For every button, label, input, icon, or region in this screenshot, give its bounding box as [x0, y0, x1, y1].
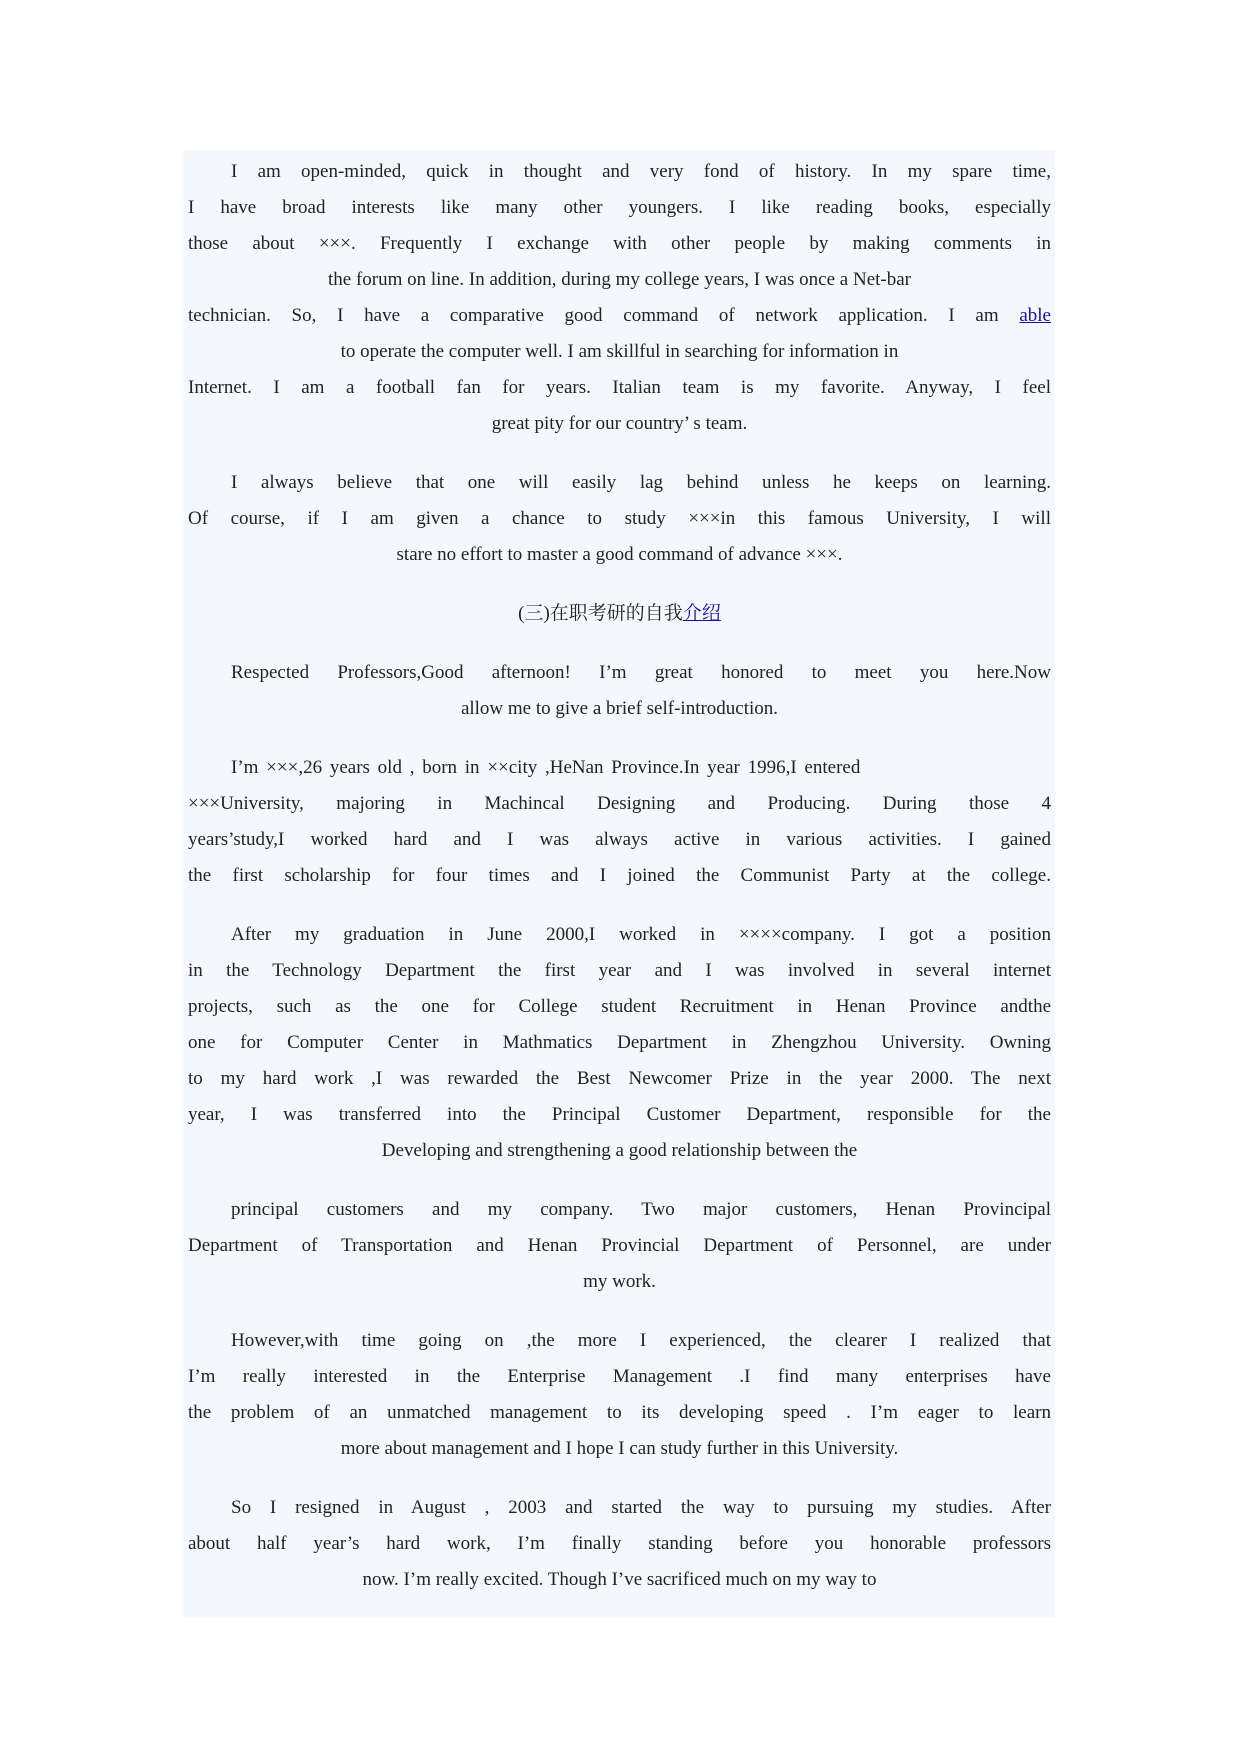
text-line: now. I’m really excited. Though I’ve sacrificed much on my way to [362, 1569, 877, 1590]
text-line: Respected Professors,Good afternoon! I’m great honored to meet you here.Now [231, 662, 1051, 683]
text-line: Developing and strengthening a good relationship between the [381, 1140, 858, 1161]
text-line: the first scholarship for four times and I joined the Communist Party at the college. [188, 865, 1051, 886]
text-line: I am open-minded, quick in thought and very fond of history. In my spare time, [231, 161, 1051, 182]
text-line: great pity for our country’ s team. [491, 413, 748, 434]
text-line: to operate the computer well. I am skillful in searching for information in [340, 341, 899, 362]
text-line: I always believe that one will easily lag behind unless he keeps on learning. [231, 472, 1051, 493]
text-line: However,with time going on ,the more I experienced, the clearer I realized that [231, 1330, 1051, 1351]
section-heading [188, 596, 1051, 632]
paragraph-resignation [188, 1490, 1051, 1598]
document-page [183, 150, 1055, 1617]
paragraph-learning [188, 465, 1051, 573]
text-line: more about management and I hope I can study further in this University. [340, 1438, 899, 1459]
text-line: ×××University, majoring in Machincal Designing and Producing. During those 4 [188, 793, 1051, 814]
text-line: Of course, if I am given a chance to study ×××in this famous University, I will [188, 508, 1051, 529]
text-line: Internet. I am a football fan for years. Italian team is my favorite. Anyway, I feel [188, 377, 1051, 398]
text-line: one for Computer Center in Mathmatics Department in Zhengzhou University. Owning [188, 1032, 1051, 1053]
paragraph-customers [188, 1192, 1051, 1300]
text-line: about half year’s hard work, I’m finally standing before you honorable professors [188, 1533, 1051, 1554]
heading-line [188, 596, 1051, 632]
text-line: I have broad interests like many other youngers. I like reading books, especially [188, 197, 1051, 218]
text-line: After my graduation in June 2000,I worked in ××××company. I got a position [231, 924, 1051, 945]
text-line: stare no effort to master a good command of advance ×××. [396, 544, 843, 565]
text-line: Department of Transportation and Henan Provincial Department of Personnel, are under [188, 1235, 1051, 1256]
text-line: the problem of an unmatched management to its developing speed . I’m eager to learn [188, 1402, 1051, 1423]
heading-text: (三)在职考研的自我 [518, 603, 683, 624]
paragraph-greeting [188, 655, 1051, 727]
paragraph-motivation [188, 1323, 1051, 1467]
text-line: in the Technology Department the first year and I was involved in several internet [188, 960, 1051, 981]
text-line: year, I was transferred into the Principal Customer Department, responsible for the [188, 1104, 1051, 1125]
link-able[interactable]: able [1019, 305, 1051, 326]
text-line: I’m ×××,26 years old , born in ××city ,HeNan Province.In year 1996,I entered [231, 757, 861, 778]
text-line: I’m really interested in the Enterprise Management .I find many enterprises have [188, 1366, 1051, 1387]
paragraph-interests [188, 154, 1051, 442]
text-line: allow me to give a brief self-introduction. [460, 698, 779, 719]
text-line: my work. [583, 1271, 656, 1292]
paragraph-career [188, 917, 1051, 1169]
text-line: years’study,I worked hard and I was always active in various activities. I gained [188, 829, 1051, 850]
text-line-part: technician. So, I have a comparative good command of network application. I am [188, 305, 1020, 326]
text-line [188, 298, 1051, 334]
text-line: to my hard work ,I was rewarded the Best Newcomer Prize in the year 2000. The next [188, 1068, 1051, 1089]
document-body [188, 154, 1051, 1621]
text-line: the forum on line. In addition, during my college years, I was once a Net-bar [327, 269, 911, 290]
text-line: principal customers and my company. Two major customers, Henan Provincipal [231, 1199, 1051, 1220]
link-introduction[interactable]: 介绍 [682, 603, 721, 624]
text-line: those about ×××. Frequently I exchange with other people by making comments in [188, 233, 1051, 254]
paragraph-background [188, 750, 1051, 894]
text-line: projects, such as the one for College student Recruitment in Henan Province andthe [188, 996, 1051, 1017]
text-line: So I resigned in August , 2003 and started the way to pursuing my studies. After [231, 1497, 1051, 1518]
